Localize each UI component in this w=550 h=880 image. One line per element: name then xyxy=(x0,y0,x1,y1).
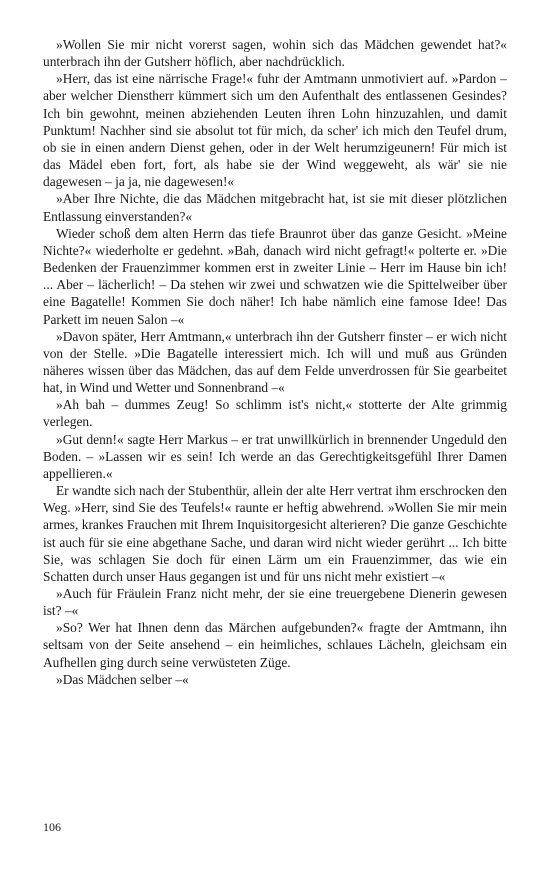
paragraph: »Davon später, Herr Amtmann,« unterbrach ihn der Gutsherr finster – er wich nicht von der Stelle. »Die Bagatelle interessiert mich. Ich will und muß aus Gründen näheres wissen über das Mädchen, das auf dem Felde unverdrossen für Sie gearbeitet hat, in Wind und Wetter und Sonnenbrand –« xyxy=(43,328,507,396)
paragraph: Er wandte sich nach der Stubenthür, allein der alte Herr vertrat ihm erschrocken den Weg. »Herr, sind Sie des Teufels!« raunte er heftig abwehrend. »Wollen Sie mir mein armes, krankes Frauchen mit Ihrem Inquisitorgesicht alterieren? Die ganze Geschichte ist auch für sie eine abgethane Sache, und daran wird nicht wieder gerührt ... Ich bitte Sie, was schlagen Sie doch für einen Lärm um ein Frauenzimmer, das wie ein Schatten durch unser Haus gegangen ist und für uns nicht mehr existiert –« xyxy=(43,483,507,584)
paragraph: »Gut denn!« sagte Herr Markus – er trat unwillkürlich in brennender Ungeduld den Boden. – »Lassen wir es sein! Ich werde an das Gerechtigkeitsgefühl Ihrer Damen appellieren.« xyxy=(43,431,507,481)
paragraph: »Wollen Sie mir nicht vorerst sagen, wohin sich das Mädchen gewendet hat?« unterbrach ihn der Gutsherr höflich, aber nachdrücklich. xyxy=(43,37,507,70)
paragraph: »Aber Ihre Nichte, die das Mädchen mitgebracht hat, ist sie mit dieser plötzlichen Entlassung einverstanden?« xyxy=(43,191,507,224)
paragraph: »Das Mädchen selber –« xyxy=(56,671,189,687)
page-number: 106 xyxy=(43,820,61,834)
paragraph: »So? Wer hat Ihnen denn das Märchen aufgebunden?« fragte der Amtmann, ihn seltsam von der Seite ansehend – ein heimliches, schlaues Lächeln, gleichsam ein Aufhellen ging durch seine verwüsteten Züge. xyxy=(43,620,507,670)
text-body xyxy=(43,36,507,688)
paragraph: »Auch für Fräulein Franz nicht mehr, der sie eine treuergebene Dienerin gewesen ist? –« xyxy=(43,586,507,619)
paragraph: »Ah bah – dummes Zeug! So schlimm ist's nicht,« stotterte der Alte grimmig verlegen. xyxy=(43,397,507,430)
paragraph: Wieder schoß dem alten Herrn das tiefe Braunrot über das ganze Gesicht. »Meine Nichte?« wiederholte er gedehnt. »Bah, danach wird nicht gefragt!« polterte er. »Die Bedenken der Frauenzimmer kommen erst in zweiter Linie – Herr im Hause bin ich! ... Aber – lächerlich! – Da stehen wir zwei und schwatzen wie die Spittelweiber über eine Bagatelle! Kommen Sie doch näher! Ich habe nämlich eine famose Idee! Das Parkett im neuen Salon –« xyxy=(43,225,507,327)
paragraph: »Herr, das ist eine närrische Frage!« fuhr der Amtmann unmotiviert auf. »Pardon – aber welcher Dienstherr kümmert sich um den Aufenthalt des entlassenen Gesindes? Ich bin gewohnt, meinen abziehenden Leuten ihren Lohn hinzuzahlen, und damit Punktum! Nachher sind sie absolut tot für mich, da scher' ich mich den Teufel drum, ob sie in einen andern Dienst gehen, oder in der Welt herumzigeunern! Für mich ist das Mädel eben fort, fort, als habe sie der Wind weggeweht, als wär' sie nie dagewesen – ja ja, nie dagewesen!« xyxy=(43,71,507,190)
